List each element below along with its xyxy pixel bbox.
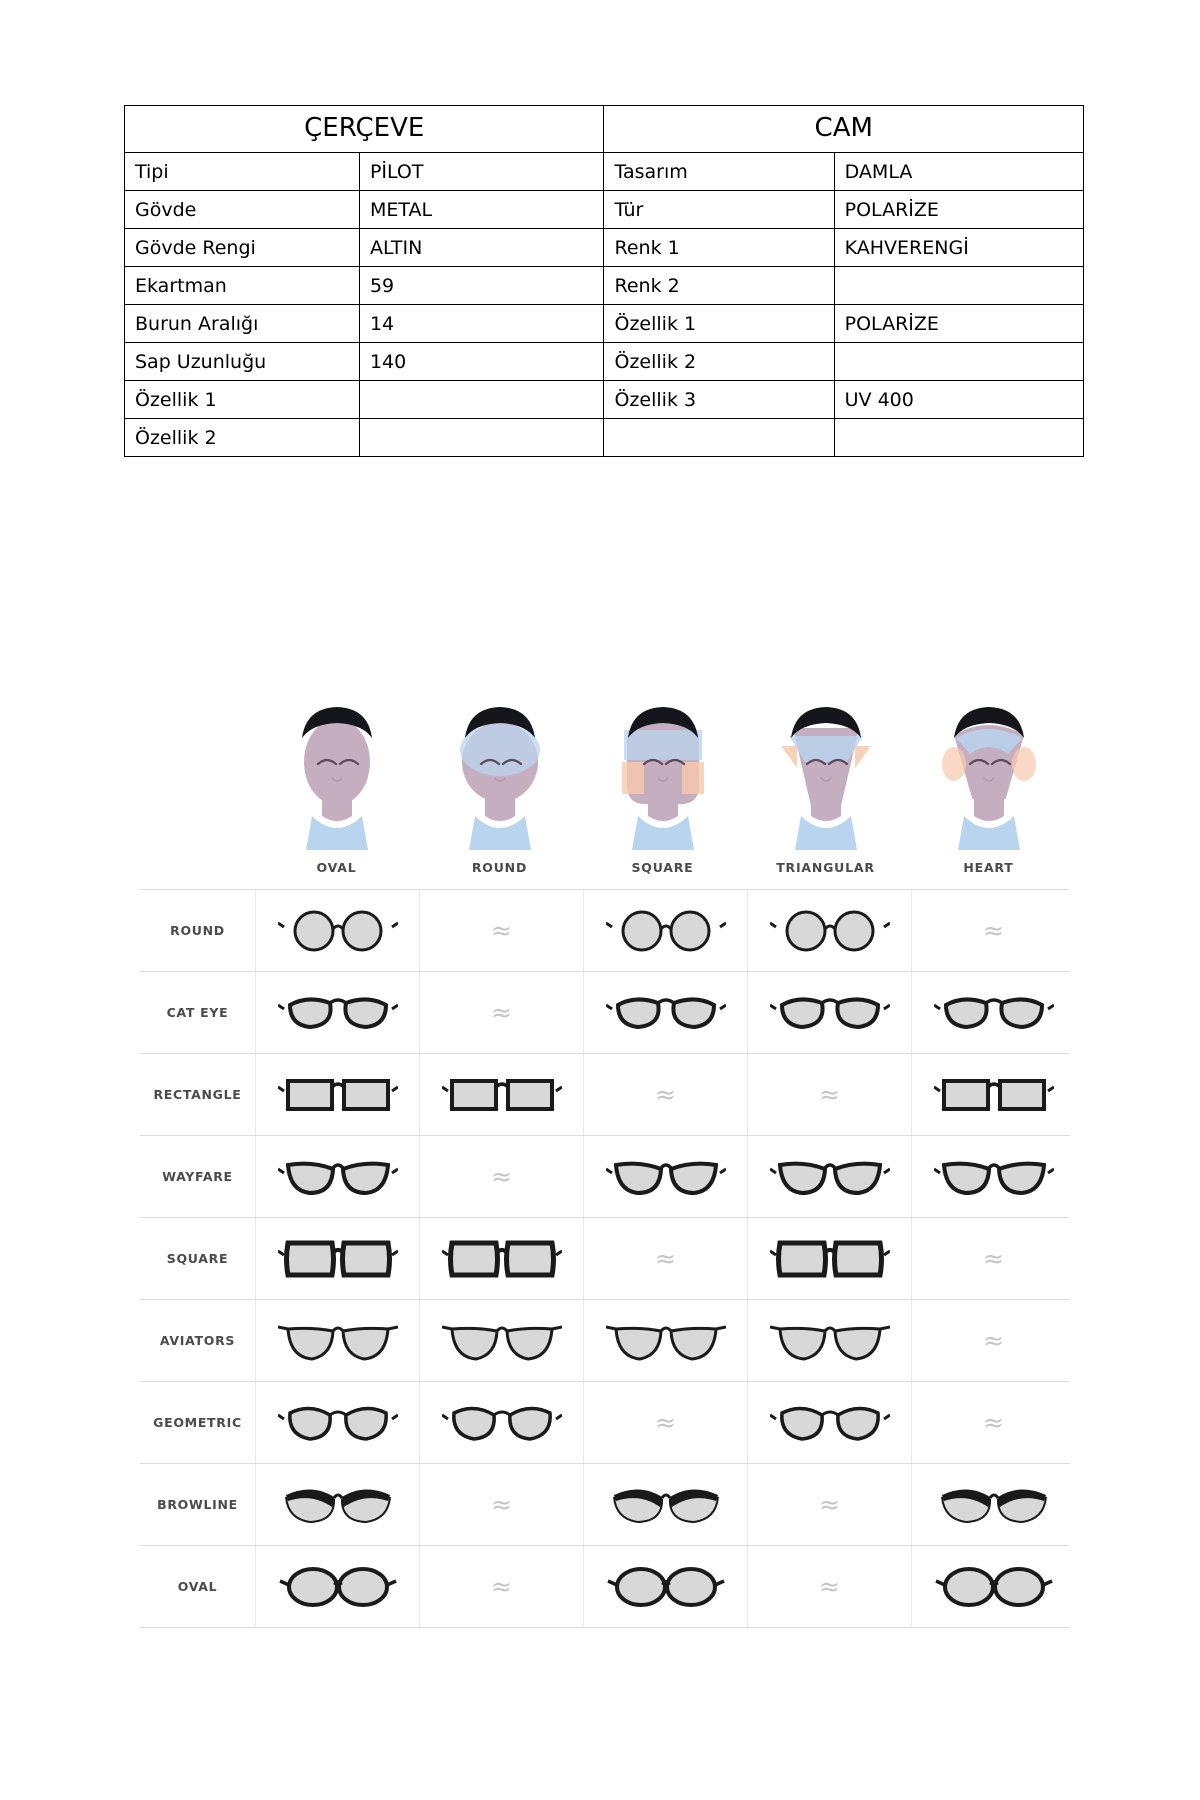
frame-style-label: BROWLINE [157, 1497, 238, 1512]
face-shape-cell [418, 690, 581, 889]
no-match-marker [911, 890, 1075, 971]
lens-label: Özellik 2 [604, 343, 834, 381]
frame-value: 14 [359, 305, 604, 343]
no-match-marker [747, 1464, 911, 1545]
table-row [140, 1464, 1070, 1546]
glasses-round-icon [747, 890, 911, 971]
glasses-wayfare-icon [255, 1136, 419, 1217]
squiggle-icon: ≈ [491, 1162, 512, 1191]
glasses-square-icon [419, 1218, 583, 1299]
table-row [125, 343, 1084, 381]
table-row [125, 419, 1084, 457]
squiggle-icon: ≈ [491, 916, 512, 945]
table-row [140, 1218, 1070, 1300]
face-round-icon [445, 690, 555, 850]
squiggle-icon: ≈ [819, 1572, 840, 1601]
face-shapes-row [255, 690, 1070, 889]
no-match-marker [747, 1546, 911, 1627]
face-shape-cell [255, 690, 418, 889]
lens-label: Tür [604, 191, 834, 229]
frame-style-label: RECTANGLE [153, 1087, 242, 1102]
glasses-oval-icon [911, 1546, 1075, 1627]
glasses-oval-icon [583, 1546, 747, 1627]
table-row [140, 1546, 1070, 1628]
frame-matrix-grid [140, 889, 1070, 1628]
no-match-marker [583, 1382, 747, 1463]
table-row [125, 267, 1084, 305]
frame-label: Tipi [125, 153, 360, 191]
no-match-marker [583, 1054, 747, 1135]
lens-label: Renk 2 [604, 267, 834, 305]
glasses-square-icon [747, 1218, 911, 1299]
squiggle-icon: ≈ [983, 1244, 1004, 1273]
face-shape-label: HEART [963, 860, 1014, 875]
glasses-rectangle-icon [419, 1054, 583, 1135]
face-shape-cell [581, 690, 744, 889]
frame-label: Ekartman [125, 267, 360, 305]
frame-value: METAL [359, 191, 604, 229]
lens-label: Özellik 1 [604, 305, 834, 343]
frame-label: Özellik 1 [125, 381, 360, 419]
face-shape-label: TRIANGULAR [776, 860, 875, 875]
lens-label: Tasarım [604, 153, 834, 191]
frame-value: 140 [359, 343, 604, 381]
glasses-browline-icon [911, 1464, 1075, 1545]
no-match-marker [911, 1382, 1075, 1463]
glasses-oval-icon [255, 1546, 419, 1627]
table-row [140, 1382, 1070, 1464]
glasses-browline-icon [583, 1464, 747, 1545]
glasses-rectangle-icon [911, 1054, 1075, 1135]
squiggle-icon: ≈ [655, 1244, 676, 1273]
glasses-round-icon [255, 890, 419, 971]
glasses-wayfare-icon [911, 1136, 1075, 1217]
header-lens: CAM [604, 106, 1084, 153]
glasses-aviators-icon [583, 1300, 747, 1381]
table-row [125, 229, 1084, 267]
table-row [125, 381, 1084, 419]
lens-value: POLARİZE [834, 191, 1083, 229]
lens-label: Renk 1 [604, 229, 834, 267]
no-match-marker [419, 1136, 583, 1217]
frame-value [359, 419, 604, 457]
squiggle-icon: ≈ [491, 1572, 512, 1601]
glasses-geometric-icon [747, 1382, 911, 1463]
frame-style-label: ROUND [170, 923, 225, 938]
table-row [125, 305, 1084, 343]
squiggle-icon: ≈ [819, 1490, 840, 1519]
glasses-aviators-icon [255, 1300, 419, 1381]
face-shape-frame-chart [140, 690, 1070, 1628]
frame-style-label: AVIATORS [159, 1333, 236, 1348]
squiggle-icon: ≈ [491, 1490, 512, 1519]
product-spec-table [124, 105, 1084, 457]
no-match-marker [419, 1546, 583, 1627]
table-header-row [125, 106, 1084, 153]
table-row [125, 153, 1084, 191]
frame-label: Sap Uzunluğu [125, 343, 360, 381]
face-shape-cell [907, 690, 1070, 889]
no-match-marker [911, 1300, 1075, 1381]
lens-value: POLARİZE [834, 305, 1083, 343]
face-shape-label: OVAL [316, 860, 357, 875]
lens-label [604, 419, 834, 457]
frame-label: Burun Aralığı [125, 305, 360, 343]
no-match-marker [419, 890, 583, 971]
no-match-marker [419, 972, 583, 1053]
no-match-marker [747, 1054, 911, 1135]
frame-label: Gövde Rengi [125, 229, 360, 267]
glasses-round-icon [583, 890, 747, 971]
frame-value: PİLOT [359, 153, 604, 191]
table-row [140, 1054, 1070, 1136]
squiggle-icon: ≈ [655, 1080, 676, 1109]
table-row [125, 191, 1084, 229]
frame-label: Özellik 2 [125, 419, 360, 457]
glasses-aviators-icon [747, 1300, 911, 1381]
glasses-cateye-icon [583, 972, 747, 1053]
frame-value: 59 [359, 267, 604, 305]
lens-value [834, 267, 1083, 305]
face-heart-icon [934, 690, 1044, 850]
table-row [140, 1300, 1070, 1382]
glasses-aviators-icon [419, 1300, 583, 1381]
spec-table-container [124, 105, 1084, 457]
glasses-rectangle-icon [255, 1054, 419, 1135]
no-match-marker [911, 1218, 1075, 1299]
table-row [140, 1136, 1070, 1218]
glasses-cateye-icon [255, 972, 419, 1053]
frame-style-label: CAT EYE [166, 1005, 229, 1020]
glasses-cateye-icon [911, 972, 1075, 1053]
table-row [140, 890, 1070, 972]
frame-label: Gövde [125, 191, 360, 229]
frame-style-label: OVAL [177, 1579, 218, 1594]
glasses-geometric-icon [419, 1382, 583, 1463]
squiggle-icon: ≈ [983, 1408, 1004, 1437]
glasses-browline-icon [255, 1464, 419, 1545]
frame-style-label: WAYFARE [162, 1169, 233, 1184]
lens-label: Özellik 3 [604, 381, 834, 419]
frame-style-label: SQUARE [166, 1251, 229, 1266]
frame-value [359, 381, 604, 419]
glasses-cateye-icon [747, 972, 911, 1053]
frame-style-label: GEOMETRIC [153, 1415, 242, 1430]
glasses-wayfare-icon [583, 1136, 747, 1217]
lens-value [834, 419, 1083, 457]
lens-value: DAMLA [834, 153, 1083, 191]
glasses-square-icon [255, 1218, 419, 1299]
squiggle-icon: ≈ [983, 916, 1004, 945]
no-match-marker [583, 1218, 747, 1299]
lens-value: UV 400 [834, 381, 1083, 419]
face-shape-cell [744, 690, 907, 889]
table-row [140, 972, 1070, 1054]
squiggle-icon: ≈ [655, 1408, 676, 1437]
squiggle-icon: ≈ [491, 998, 512, 1027]
face-oval-icon [282, 690, 392, 850]
lens-value [834, 343, 1083, 381]
header-frame: ÇERÇEVE [125, 106, 604, 153]
face-shape-label: SQUARE [631, 860, 694, 875]
face-triangular-icon [771, 690, 881, 850]
frame-value: ALTIN [359, 229, 604, 267]
squiggle-icon: ≈ [983, 1326, 1004, 1355]
glasses-geometric-icon [255, 1382, 419, 1463]
glasses-wayfare-icon [747, 1136, 911, 1217]
lens-value: KAHVERENGİ [834, 229, 1083, 267]
squiggle-icon: ≈ [819, 1080, 840, 1109]
no-match-marker [419, 1464, 583, 1545]
face-square-icon [608, 690, 718, 850]
face-shape-label: ROUND [471, 860, 528, 875]
